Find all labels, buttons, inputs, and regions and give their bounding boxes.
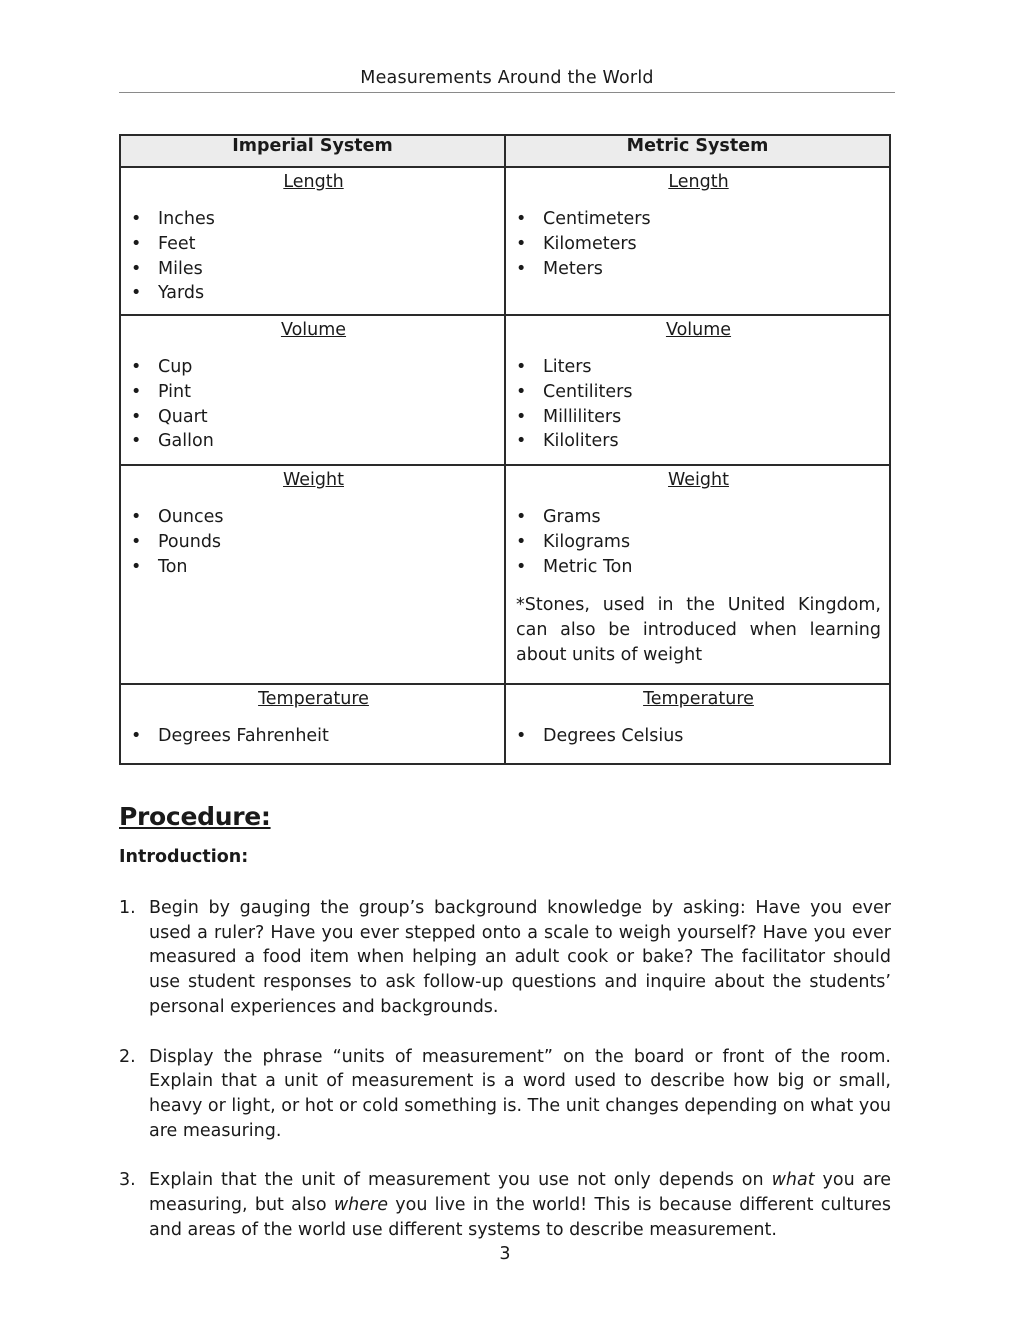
introduction-heading: Introduction: — [119, 847, 249, 867]
imperial-temperature-cell — [120, 684, 505, 764]
list-item: • Ounces — [131, 505, 496, 530]
step-text: Display the phrase “units of measurement” on the board or front of the room. Explain that a unit of measurement is a word used to describe how big or small, heavy or light, or hot or cold something is. The unit changes depending on what you are measuring. — [149, 1046, 891, 1141]
step-1 — [119, 896, 891, 1020]
list-item: • Ton — [131, 555, 496, 580]
list-item: • Pint — [131, 380, 496, 405]
category-label: Weight — [668, 470, 729, 490]
step-text-part: you live in the world! This is because different cultures and areas of the world use different systems to describe measurement. — [149, 1195, 891, 1240]
step-text-part: Explain that the unit of measurement you use not only depends on — [149, 1170, 772, 1191]
step-text: Begin by gauging the group’s background knowledge by asking: Have you ever used a ruler? Have you ever stepped onto a scale to weigh yourself? Have you ever measured a food item when helping an adult cook or bake? The facilitator should use student responses to ask follow-up questions and inquire about the students’ personal experiences and backgrounds. — [149, 898, 891, 1017]
column-header-imperial: Imperial System — [120, 135, 505, 167]
list-item: • Pounds — [131, 530, 496, 555]
list-item: • Feet — [131, 232, 496, 257]
imperial-length-cell — [120, 167, 505, 315]
list-item: • Grams — [516, 505, 881, 530]
stones-note: *Stones, used in the United Kingdom, can also be introduced when learning about units of weight — [516, 595, 881, 665]
list-item: • Kilograms — [516, 530, 881, 555]
unit-list — [131, 505, 496, 579]
unit-list — [516, 724, 881, 749]
list-item: • Degrees Celsius — [516, 724, 881, 749]
step-2 — [119, 1045, 891, 1144]
emphasis-what: what — [771, 1170, 815, 1191]
list-item: • Centiliters — [516, 380, 881, 405]
running-header: Measurements Around the World — [119, 68, 895, 93]
procedure-heading: Procedure: — [119, 802, 271, 831]
unit-list — [131, 207, 496, 306]
category-label: Temperature — [643, 689, 754, 709]
imperial-volume-cell — [120, 315, 505, 465]
list-item: • Gallon — [131, 429, 496, 454]
table-header-row — [120, 135, 890, 167]
step-3 — [119, 1168, 891, 1242]
step-number: 3. — [119, 1170, 136, 1191]
emphasis-where: where — [333, 1195, 388, 1216]
list-item: • Kiloliters — [516, 429, 881, 454]
category-label: Weight — [283, 470, 344, 490]
unit-list — [516, 207, 881, 281]
imperial-weight-cell — [120, 465, 505, 684]
units-comparison-table — [119, 134, 891, 765]
list-item: • Yards — [131, 281, 496, 306]
list-item: • Inches — [131, 207, 496, 232]
category-label: Volume — [665, 320, 732, 340]
category-label: Length — [283, 172, 344, 192]
metric-volume-cell — [505, 315, 890, 465]
unit-list — [516, 505, 881, 579]
unit-list — [131, 355, 496, 454]
list-item: • Degrees Fahrenheit — [131, 724, 496, 749]
table-row-weight — [120, 465, 890, 684]
table-row-volume — [120, 315, 890, 465]
metric-weight-cell — [505, 465, 890, 684]
list-item: • Meters — [516, 257, 881, 282]
table-row-length — [120, 167, 890, 315]
list-item: • Liters — [516, 355, 881, 380]
step-number: 2. — [119, 1046, 136, 1067]
column-header-metric: Metric System — [505, 135, 890, 167]
list-item: • Centimeters — [516, 207, 881, 232]
list-item: • Cup — [131, 355, 496, 380]
list-item: • Miles — [131, 257, 496, 282]
unit-list — [131, 724, 496, 749]
page-number: 3 — [499, 1244, 511, 1264]
list-item: • Kilometers — [516, 232, 881, 257]
list-item: • Metric Ton — [516, 555, 881, 580]
list-item: • Quart — [131, 405, 496, 430]
category-label: Volume — [280, 320, 347, 340]
metric-temperature-cell — [505, 684, 890, 764]
category-label: Length — [668, 172, 729, 192]
metric-length-cell — [505, 167, 890, 315]
unit-list — [516, 355, 881, 454]
step-number: 1. — [119, 898, 136, 918]
procedure-steps — [119, 896, 891, 1267]
step-text-part: you are measuring, but also — [149, 1170, 891, 1216]
table-row-temperature — [120, 684, 890, 764]
category-label: Temperature — [258, 689, 369, 709]
list-item: • Milliliters — [516, 405, 881, 430]
